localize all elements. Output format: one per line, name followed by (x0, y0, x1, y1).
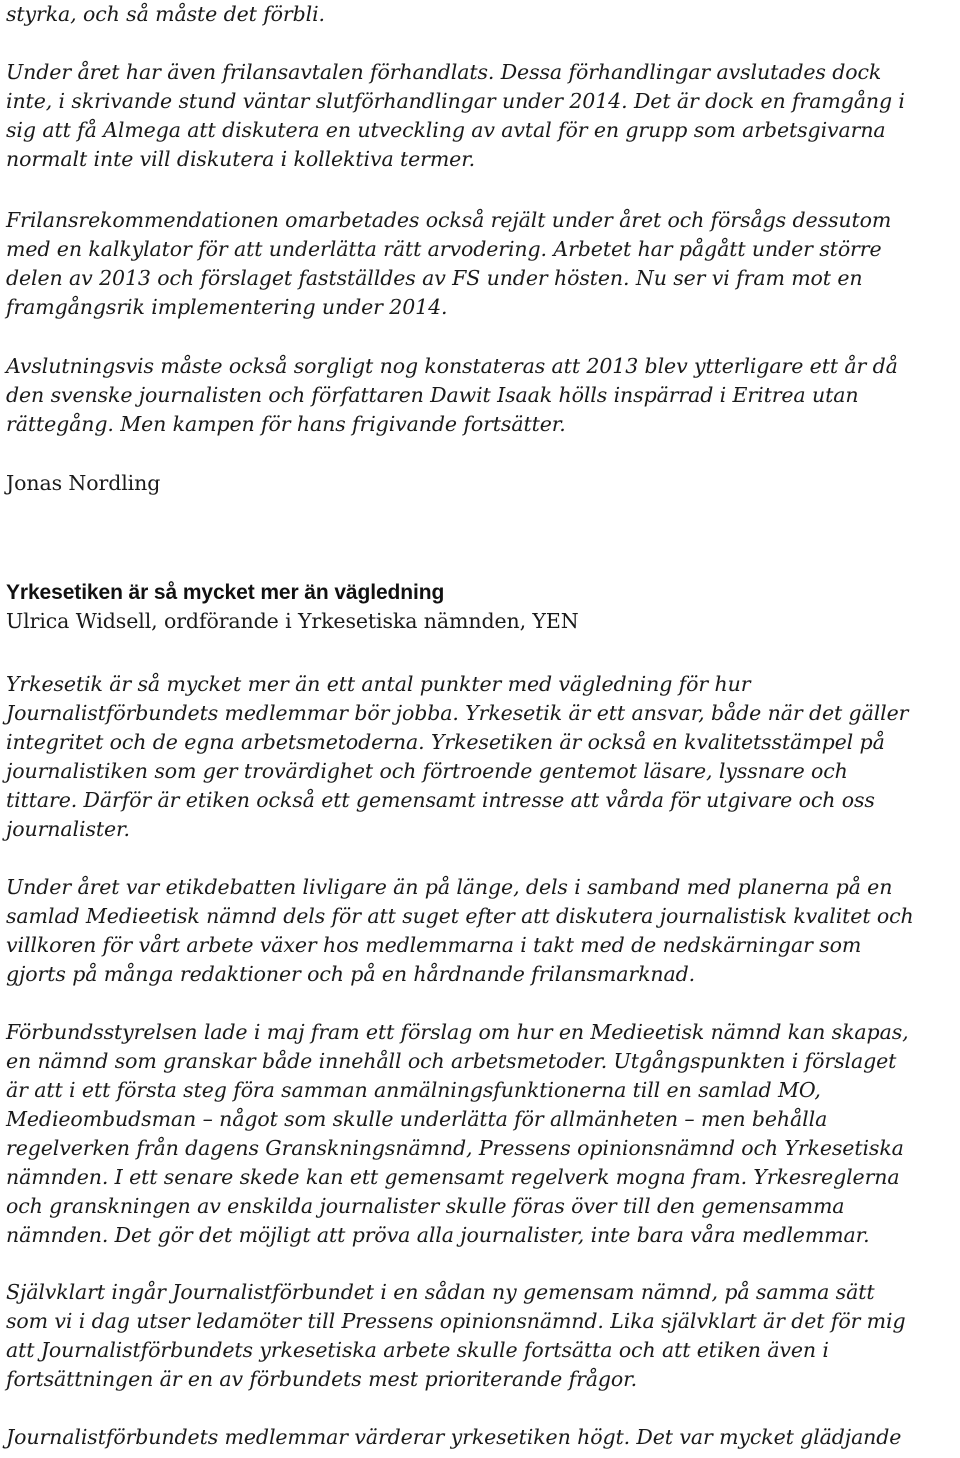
text-line: med en kalkylator för att underlätta rätt arvodering. Arbetet har pågått under större (6, 237, 882, 261)
text-line: inte, i skrivande stund väntar slutförhandlingar under 2014. Det är dock en framgång i (6, 89, 905, 113)
text-line: Yrkesetik är så mycket mer än ett antal punkter med vägledning för hur (6, 672, 751, 696)
paragraph-dawit-isaak (6, 352, 898, 439)
text-line: regelverken från dagens Granskningsnämnd, Pressens opinionsnämnd och Yrkesetiska (6, 1136, 904, 1160)
text-line: rättegång. Men kampen för hans frigivande fortsätter. (6, 412, 566, 436)
paragraph-etikdebatt (6, 873, 914, 989)
signature (6, 469, 160, 498)
text-line: integritet och de egna arbetsmetoderna. Yrkesetiken är också en kvalitetsstämpel på (6, 730, 885, 754)
text-line: journalister. (6, 817, 130, 841)
text-line: tittare. Därför är etiken också ett gemensamt intresse att vårda för utgivare och oss (6, 788, 875, 812)
text-line: sig att få Almega att diskutera en utveckling av avtal för en grupp som arbetsgivarna (6, 118, 886, 142)
text-line: Frilansrekommendationen omarbetades också rejält under året och försågs dessutom (6, 208, 892, 232)
paragraph-yrkesetik (6, 670, 908, 844)
text-line: styrka, och så måste det förbli. (6, 2, 325, 26)
text-line: Journalistförbundets medlemmar bör jobba. Yrkesetik är ett ansvar, både när det gäller (6, 701, 909, 725)
text-line: att Journalistförbundets yrkesetiska arbete skulle fortsätta och att etiken även i (6, 1338, 829, 1362)
text-line: nämnden. Det gör det möjligt att pröva alla journalister, inte bara våra medlemmar. (6, 1223, 870, 1247)
text-line: Självklart ingår Journalistförbundet i en sådan ny gemensam nämnd, på samma sätt (6, 1280, 875, 1304)
text-line: samlad Medieetisk nämnd dels för att suget efter att diskutera journalistisk kvalitet och (6, 904, 914, 928)
text-line: delen av 2013 och förslaget fastställdes av FS under hösten. Nu ser vi fram mot en (6, 266, 863, 290)
text-line: Under året var etikdebatten livligare än på länge, dels i samband med planerna på en (6, 875, 893, 899)
text-line: journalistiken som ger trovärdighet och förtroende gentemot läsare, lyssnare och (6, 759, 848, 783)
text-line: är att i ett första steg föra samman anmälningsfunktionerna till en samlad MO, (6, 1078, 821, 1102)
text-line: den svenske journalisten och författaren Dawit Isaak hölls inspärrad i Eritrea utan (6, 383, 859, 407)
paragraph-sjalvklart (6, 1278, 906, 1394)
text-line: framgångsrik implementering under 2014. (6, 295, 448, 319)
text-line: en nämnd som granskar både innehåll och arbetsmetoder. Utgångspunkten i förslaget (6, 1049, 897, 1073)
text-line: normalt inte vill diskutera i kollektiva termer. (6, 147, 476, 171)
paragraph-medieetisk-namnd (6, 1018, 909, 1250)
text-line: Under året har även frilansavtalen förhandlats. Dessa förhandlingar avslutades dock (6, 60, 882, 84)
text-line: som vi i dag utser ledamöter till Pressens opinionsnämnd. Lika självklart är det för mig (6, 1309, 906, 1333)
text-line: Medieombudsman – något som skulle underlätta för allmänheten – men behålla (6, 1107, 828, 1131)
text-line: och granskningen av enskilda journalister skulle föras över till den gemensamma (6, 1194, 845, 1218)
paragraph-medlemmar-varderar (6, 1423, 901, 1452)
paragraph-frilansrekommendation (6, 206, 891, 322)
text-line: villkoren för vårt arbete växer hos medlemmarna i takt med de nedskärningar som (6, 933, 862, 957)
text-line: Avslutningsvis måste också sorgligt nog konstateras att 2013 blev ytterligare ett år då (6, 354, 898, 378)
text-line: fortsättningen är en av förbundets mest prioriterande frågor. (6, 1367, 638, 1391)
signature-text: Jonas Nordling (6, 471, 161, 495)
text-line: gjorts på många redaktioner och på en hårdnande frilansmarknad. (6, 962, 696, 986)
fragment-line (6, 0, 325, 29)
article-title: Yrkesetiken är så mycket mer än vägledning (6, 581, 445, 604)
byline: Ulrica Widsell, ordförande i Yrkesetiska nämnden, YEN (6, 609, 579, 633)
text-line: nämnden. I ett senare skede kan ett gemensamt regelverk mogna fram. Yrkesreglerna (6, 1165, 900, 1189)
text-line: Förbundsstyrelsen lade i maj fram ett förslag om hur en Medieetisk nämnd kan skapas, (6, 1020, 909, 1044)
paragraph-frilansavtal (6, 58, 905, 174)
text-line: Journalistförbundets medlemmar värderar yrkesetiken högt. Det var mycket glädjande (6, 1425, 902, 1449)
article-2 (6, 578, 956, 1449)
